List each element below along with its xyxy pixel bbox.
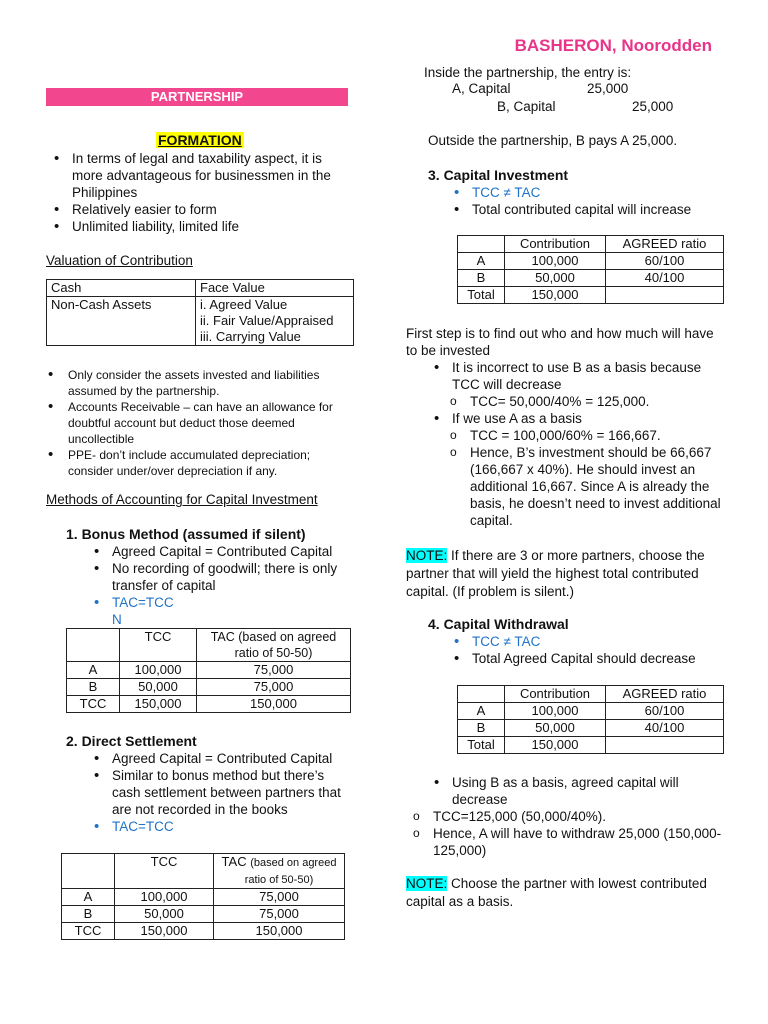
table-cell	[458, 236, 505, 253]
table-cell: A	[67, 662, 120, 679]
first-step-bullets	[426, 359, 728, 393]
table-cell: 100,000	[505, 253, 606, 270]
capital-withdrawal-bullets	[446, 633, 736, 667]
list-item: • In terms of legal and taxability aspect, it is more advantageous for businessmen in the Philippines	[46, 150, 348, 201]
inside-partnership-text: Inside the partnership, the entry is:	[424, 65, 632, 80]
table-cell: TCC	[120, 629, 197, 662]
table-cell: A	[62, 889, 115, 906]
table-row	[62, 906, 345, 923]
valuation-table	[46, 279, 354, 346]
table-cell: Contribution	[505, 686, 606, 703]
table-cell: 150,000	[505, 737, 606, 754]
list-item: • Relatively easier to form	[46, 201, 348, 218]
table-cell: 60/100	[606, 253, 724, 270]
note-text: Choose the partner with lowest contributed capital as a basis.	[406, 876, 707, 909]
table-cell: 50,000	[505, 270, 606, 287]
table-cell: 50,000	[120, 679, 197, 696]
list-item: • TCC ≠ TAC	[446, 633, 736, 650]
entry-label: B, Capital	[497, 99, 556, 114]
table-cell: A	[458, 253, 505, 270]
valuation-notes	[46, 367, 356, 479]
list-item	[86, 594, 356, 628]
formation-bullets	[46, 150, 348, 235]
bonus-bullets	[86, 543, 356, 628]
table-cell: Total	[458, 287, 505, 304]
list-item: • Agreed Capital = Contributed Capital	[86, 750, 356, 767]
list-item: • No recording of goodwill; there is only transfer of capital	[86, 560, 356, 594]
note-label: NOTE:	[406, 876, 448, 891]
table-row	[458, 737, 724, 754]
list-item: o TCC = 100,000/60% = 166,667.	[448, 427, 728, 444]
table-row	[67, 662, 351, 679]
table-cell: Face Value	[196, 280, 354, 297]
list-item: • TCC ≠ TAC	[446, 184, 736, 201]
table-cell	[214, 854, 345, 889]
table-cell: 75,000	[214, 906, 345, 923]
capital-investment-table	[457, 235, 724, 304]
capital-withdrawal-heading: 4. Capital Withdrawal	[428, 616, 569, 632]
list-item: o TCC= 50,000/40% = 125,000.	[448, 393, 728, 410]
table-cell: 40/100	[606, 270, 724, 287]
valuation-option: iii. Carrying Value	[200, 329, 301, 344]
withdrawal-basis-bullets	[426, 774, 726, 808]
list-item: • TAC=TCC	[86, 818, 356, 835]
table-cell: 100,000	[115, 889, 214, 906]
list-item: • Only consider the assets invested and liabilities assumed by the partnership.	[46, 367, 356, 399]
table-row	[458, 253, 724, 270]
column-header: TAC	[221, 854, 247, 869]
table-cell: B	[458, 720, 505, 737]
table-cell: TCC	[67, 696, 120, 713]
table-row	[62, 923, 345, 940]
entry-amount: 25,000	[587, 81, 629, 96]
first-step-text: First step is to find out who and how much will have to be invested	[406, 326, 714, 358]
list-item: • PPE- don’t include accumulated depreciation; consider under/over depreciation if any.	[46, 447, 356, 479]
column-header-note: (based on agreed ratio of 50-50)	[244, 857, 337, 886]
list-item: o TCC=125,000 (50,000/40%).	[411, 808, 731, 825]
valuation-option: i. Agreed Value	[200, 297, 288, 312]
note-paragraph	[406, 547, 728, 601]
list-item: • Accounts Receivable – can have an allowance for doubtful account but deduct those deemed uncollectible	[46, 399, 356, 447]
table-cell	[606, 287, 724, 304]
list-item: • Similar to bonus method but there’s cash settlement between partners that are not recorded in the books	[86, 767, 356, 818]
table-cell: Contribution	[505, 236, 606, 253]
direct-settlement-heading: 2. Direct Settlement	[66, 733, 197, 749]
entry-amount: 25,000	[632, 99, 674, 114]
table-cell: Cash	[47, 280, 196, 297]
note-label: NOTE:	[406, 548, 448, 563]
withdrawal-subitems	[411, 808, 731, 859]
table-cell	[196, 297, 354, 346]
table-cell: 150,000	[214, 923, 345, 940]
table-cell: 75,000	[197, 662, 351, 679]
direct-table	[61, 853, 345, 940]
table-cell: 150,000	[505, 287, 606, 304]
formula-text: TAC=TCC	[112, 595, 174, 610]
first-step-details	[428, 359, 728, 529]
table-cell: 150,000	[115, 923, 214, 940]
table-row	[458, 703, 724, 720]
list-item: • Total Agreed Capital should decrease	[446, 650, 736, 667]
table-cell: Non-Cash Assets	[47, 297, 196, 346]
valuation-heading: Valuation of Contribution	[46, 253, 193, 268]
table-row	[458, 720, 724, 737]
table-cell: 100,000	[505, 703, 606, 720]
note-text: If there are 3 or more partners, choose the partner that will yield the highest total contributed capital. (If problem is silent.)	[406, 548, 705, 599]
author-name: BASHERON, Noorodden	[514, 36, 712, 55]
table-cell: AGREED ratio	[606, 236, 724, 253]
table-row	[67, 679, 351, 696]
formation-heading: FORMATION	[158, 132, 242, 148]
table-cell: 60/100	[606, 703, 724, 720]
table-cell: A	[458, 703, 505, 720]
table-cell: 50,000	[115, 906, 214, 923]
table-cell: 75,000	[197, 679, 351, 696]
table-cell: B	[67, 679, 120, 696]
valuation-option: ii. Fair Value/Appraised	[200, 313, 334, 328]
table-cell	[606, 737, 724, 754]
table-cell: B	[62, 906, 115, 923]
table-cell: TAC (based on agreed ratio of 50-50)	[197, 629, 351, 662]
capital-withdrawal-table	[457, 685, 724, 754]
note-paragraph	[406, 875, 728, 911]
table-cell: 100,000	[120, 662, 197, 679]
list-item: • It is incorrect to use B as a basis because TCC will decrease	[426, 359, 728, 393]
table-cell: 40/100	[606, 720, 724, 737]
list-item: • Total contributed capital will increase	[446, 201, 736, 218]
table-row	[62, 889, 345, 906]
table-cell: Total	[458, 737, 505, 754]
table-cell: TCC	[62, 923, 115, 940]
bonus-table	[66, 628, 351, 713]
list-item: o Hence, B’s investment should be 66,667 (166,667 x 40%). He should invest an additional 16,667. Since A is already the basis, he doesn’t need to invest additional capital.	[448, 444, 728, 529]
first-step-subitems	[448, 393, 728, 410]
table-cell	[458, 686, 505, 703]
table-cell	[62, 854, 115, 889]
first-step-bullets	[426, 410, 728, 427]
table-row	[458, 287, 724, 304]
first-step-subitems	[448, 427, 728, 529]
table-cell: 50,000	[505, 720, 606, 737]
list-item: • Unlimited liability, limited life	[46, 218, 348, 235]
list-item: o Hence, A will have to withdraw 25,000 (150,000-125,000)	[411, 825, 731, 859]
table-cell: B	[458, 270, 505, 287]
formula-text: N	[112, 612, 122, 627]
table-cell: TCC	[115, 854, 214, 889]
methods-heading: Methods of Accounting for Capital Investment	[46, 492, 318, 507]
entry-label: A, Capital	[452, 81, 511, 96]
list-item: • Using B as a basis, agreed capital will decrease	[426, 774, 726, 808]
bonus-method-heading: 1. Bonus Method (assumed if silent)	[66, 526, 306, 542]
table-cell	[67, 629, 120, 662]
capital-investment-bullets	[446, 184, 736, 218]
list-item: • Agreed Capital = Contributed Capital	[86, 543, 356, 560]
section-title-partnership: PARTNERSHIP	[46, 88, 348, 106]
list-item: • If we use A as a basis	[426, 410, 728, 427]
capital-investment-heading: 3. Capital Investment	[428, 167, 569, 183]
table-cell: 150,000	[197, 696, 351, 713]
outside-partnership-text: Outside the partnership, B pays A 25,000.	[428, 133, 678, 148]
table-row	[67, 696, 351, 713]
table-cell: 75,000	[214, 889, 345, 906]
table-row	[458, 270, 724, 287]
table-cell: AGREED ratio	[606, 686, 724, 703]
direct-bullets	[86, 750, 356, 835]
table-cell: 150,000	[120, 696, 197, 713]
